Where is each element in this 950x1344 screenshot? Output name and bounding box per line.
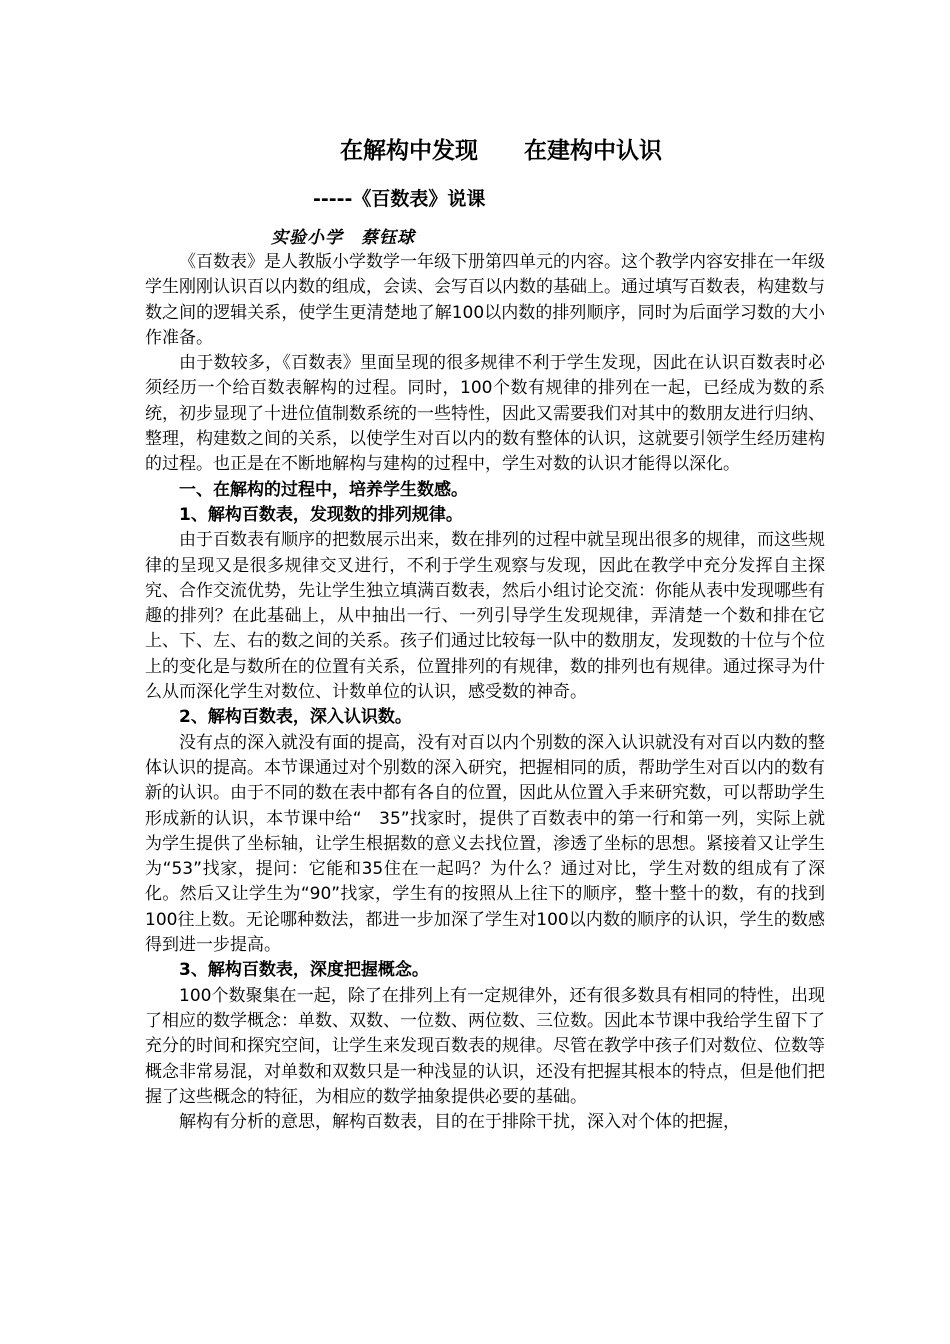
- document-title: 在解构中发现 在建构中认识: [340, 138, 662, 164]
- paragraph: 由于数较多，《百数表》里面呈现的很多规律不利于学生发现，因此在认识百数表时必须经历一个给百数表解构的过程。同时，100个数有规律的排列在一起，已经成为数的系统，初步显现了十进位值制数系统的一些特性，因此又需要我们对其中的数朋友进行归纳、整理，构建数之间的关系，以使学生对百以内的数有整体的认识，这就要引领学生经历建构的过程。也正是在不断地解构与建构的过程中，学生对数的认识才能得以深化。: [145, 353, 825, 475]
- document-body: [145, 250, 825, 1135]
- document-author: 实验小学 蔡钰球: [271, 228, 415, 248]
- paragraph: 《百数表》是人教版小学数学一年级下册第四单元的内容。这个教学内容安排在一年级学生刚刚认识百以内数的组成，会读、会写百以内数的基础上。通过填写百数表，构建数与数之间的逻辑关系，使学生更清楚地了解100以内数的排列顺序，同时为后面学习数的大小作准备。: [145, 252, 825, 348]
- document-subtitle: -----《百数表》说课: [313, 188, 486, 210]
- subsection-heading: 1、解构百数表，发现数的排列规律。: [179, 504, 463, 525]
- paragraph: 没有点的深入就没有面的提高，没有对百以内个别数的深入认识就没有对百以内数的整体认识的提高。本节课通过对个别数的深入研究，把握相同的质，帮助学生对百以内的数有新的认识。由于不同的数在表中都有各自的位置，因此从位置入手来研究数，可以帮助学生形成新的认识，本节课中给“ 35”找家时，提供了百数表中的第一行和第一列，实际上就为学生提供了坐标轴，让学生根据数的意义去找位置，渗透了坐标的思想。紧接着又让学生为“53”找家，提问：它能和35住在一起吗？为什么？通过对比，学生对数的组成有了深化。然后又让学生为“90”找家，学生有的按照从上往下的顺序，整十整十的数，有的找到100往上数。无论哪种数法，都进一步加深了学生对100以内数的顺序的认识，学生的数感得到进一步提高。: [145, 732, 825, 956]
- subsection-heading: 2、解构百数表，深入认识数。: [179, 707, 412, 728]
- paragraph: 解构有分析的意思，解构百数表，目的在于排除干扰，深入对个体的把握，: [179, 1112, 740, 1133]
- paragraph: 由于百数表有顺序的把数展示出来，数在排列的过程中就呈现出很多的规律，而这些规律的呈现又是很多规律交叉进行，不利于学生观察与发现，因此在教学中充分发挥自主探究、合作交流优势，先让学生独立填满百数表，然后小组讨论交流：你能从表中发现哪些有趣的排列？在此基础上，从中抽出一行、一列引导学生发现规律，弄清楚一个数和排在它上、下、左、右的数之间的关系。孩子们通过比较每一队中的数朋友，发现数的十位与个位上的变化是与数所在的位置有关系，位置排列的有规律，数的排列也有规律。通过探寻为什么从而深化学生对数位、计数单位的认识，感受数的神奇。: [145, 530, 825, 703]
- section-heading: 一、在解构的过程中，培养学生数感。: [179, 479, 468, 500]
- subsection-heading: 3、解构百数表，深度把握概念。: [179, 960, 429, 981]
- paragraph: 100个数聚集在一起，除了在排列上有一定规律外，还有很多数具有相同的特性，出现了相应的数学概念：单数、双数、一位数、两位数、三位数。因此本节课中我给学生留下了充分的时间和探究空间，让学生来发现百数表的规律。尽管在教学中孩子们对数位、位数等概念非常易混，对单数和双数只是一种浅显的认识，还没有把握其根本的特点，但是他们把握了这些概念的特征，为相应的数学抽象提供必要的基础。: [145, 985, 825, 1107]
